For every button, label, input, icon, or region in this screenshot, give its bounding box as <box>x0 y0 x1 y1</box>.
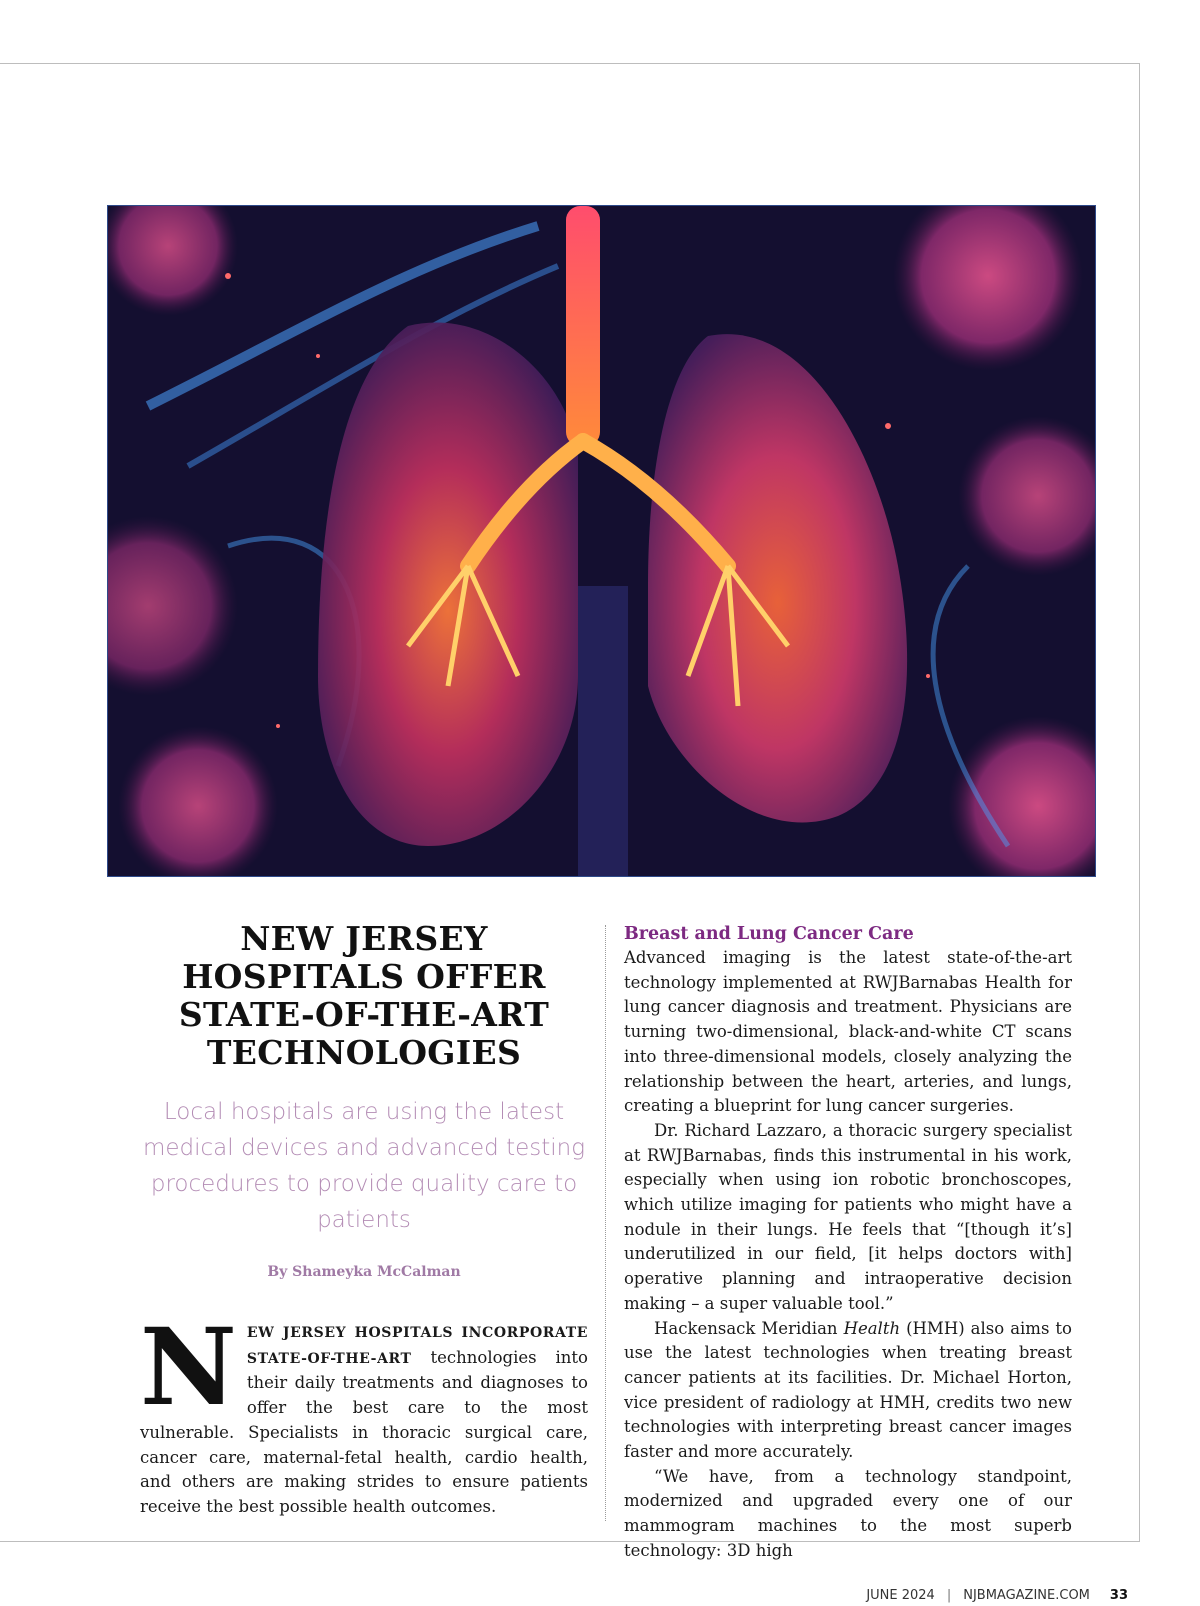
body-paragraph-4: “We have, from a technology standpoint, modernized and upgraded every one of our mammogram machines to the most superb technology: 3D high <box>624 1466 1072 1560</box>
drop-cap: N <box>140 1304 237 1429</box>
footer-issue: JUNE 2024 <box>866 1588 935 1603</box>
lead-text: technologies into their daily treatments and diagnoses to offer the best care to the most vulnerable. Specialists in thoracic surgical care, cancer care, maternal-fetal health, cardio health, and others are making strides to ensure patients receive the best possible health outcomes. <box>140 1347 588 1516</box>
p3-after: (HMH) also aims to use the latest technologies when treating breast cancer patients at its facilities. Dr. Michael Horton, vice president of radiology at HMH, credits two new technologies with interpreting breast cancer images faster and more accurately. <box>624 1318 1072 1462</box>
body-paragraph-1: Advanced imaging is the latest state-of-the-art technology implemented at RWJBarnabas Health for lung cancer diagnosis and treatment. Physicians are turning two-dimensional, black-and-white CT scans into three-dimensional models, closely analyzing the relationship between the heart, arteries, and lungs, creating a blueprint for lung cancer surgeries. <box>624 948 1072 1116</box>
lungs-illustration <box>108 206 1095 876</box>
footer-site: NJBMAGAZINE.COM <box>963 1588 1090 1603</box>
hero-image-lungs <box>107 205 1096 877</box>
column-divider <box>605 925 606 1521</box>
trachea <box>566 206 600 446</box>
lead-smallcaps: EW JERSEY HOSPITALS INCORPORATE STATE-OF-THE-ART <box>246 1325 588 1367</box>
lead-paragraph <box>140 1304 588 1520</box>
section-subhead: Breast and Lung Cancer Care <box>624 924 914 944</box>
body-paragraph-2: Dr. Richard Lazzaro, a thoracic surgery specialist at RWJBarnabas, finds this instrumental in his work, especially when using ion robotic bronchoscopes, which utilize imaging for patients who might have a nodule in their lungs. He feels that “[though it’s] underutilized in our field, [it helps doctors with] operative planning and intraoperative decision making – a super valuable tool.” <box>624 1120 1072 1313</box>
p3-before: Hackensack Meridian <box>654 1318 844 1338</box>
body-paragraph-3 <box>624 1317 1072 1465</box>
article-headline: NEW JERSEY HOSPITALS OFFER STATE-OF-THE-ART TECHNOLOGIES <box>178 919 550 1072</box>
page-footer <box>866 1588 1128 1603</box>
left-lung <box>318 323 578 846</box>
footer-separator: | <box>946 1588 952 1603</box>
article-dek: Local hospitals are using the latest medical devices and advanced testing procedures to provide quality care to patients <box>142 1099 586 1233</box>
page-number: 33 <box>1109 1588 1128 1603</box>
right-column <box>624 922 1072 1564</box>
article-byline: By Shameyka McCalman <box>267 1264 461 1280</box>
left-column <box>140 920 588 1520</box>
page-frame-right <box>1139 63 1140 1541</box>
p3-italic: Health <box>843 1318 901 1338</box>
page-frame-top <box>0 63 1139 64</box>
